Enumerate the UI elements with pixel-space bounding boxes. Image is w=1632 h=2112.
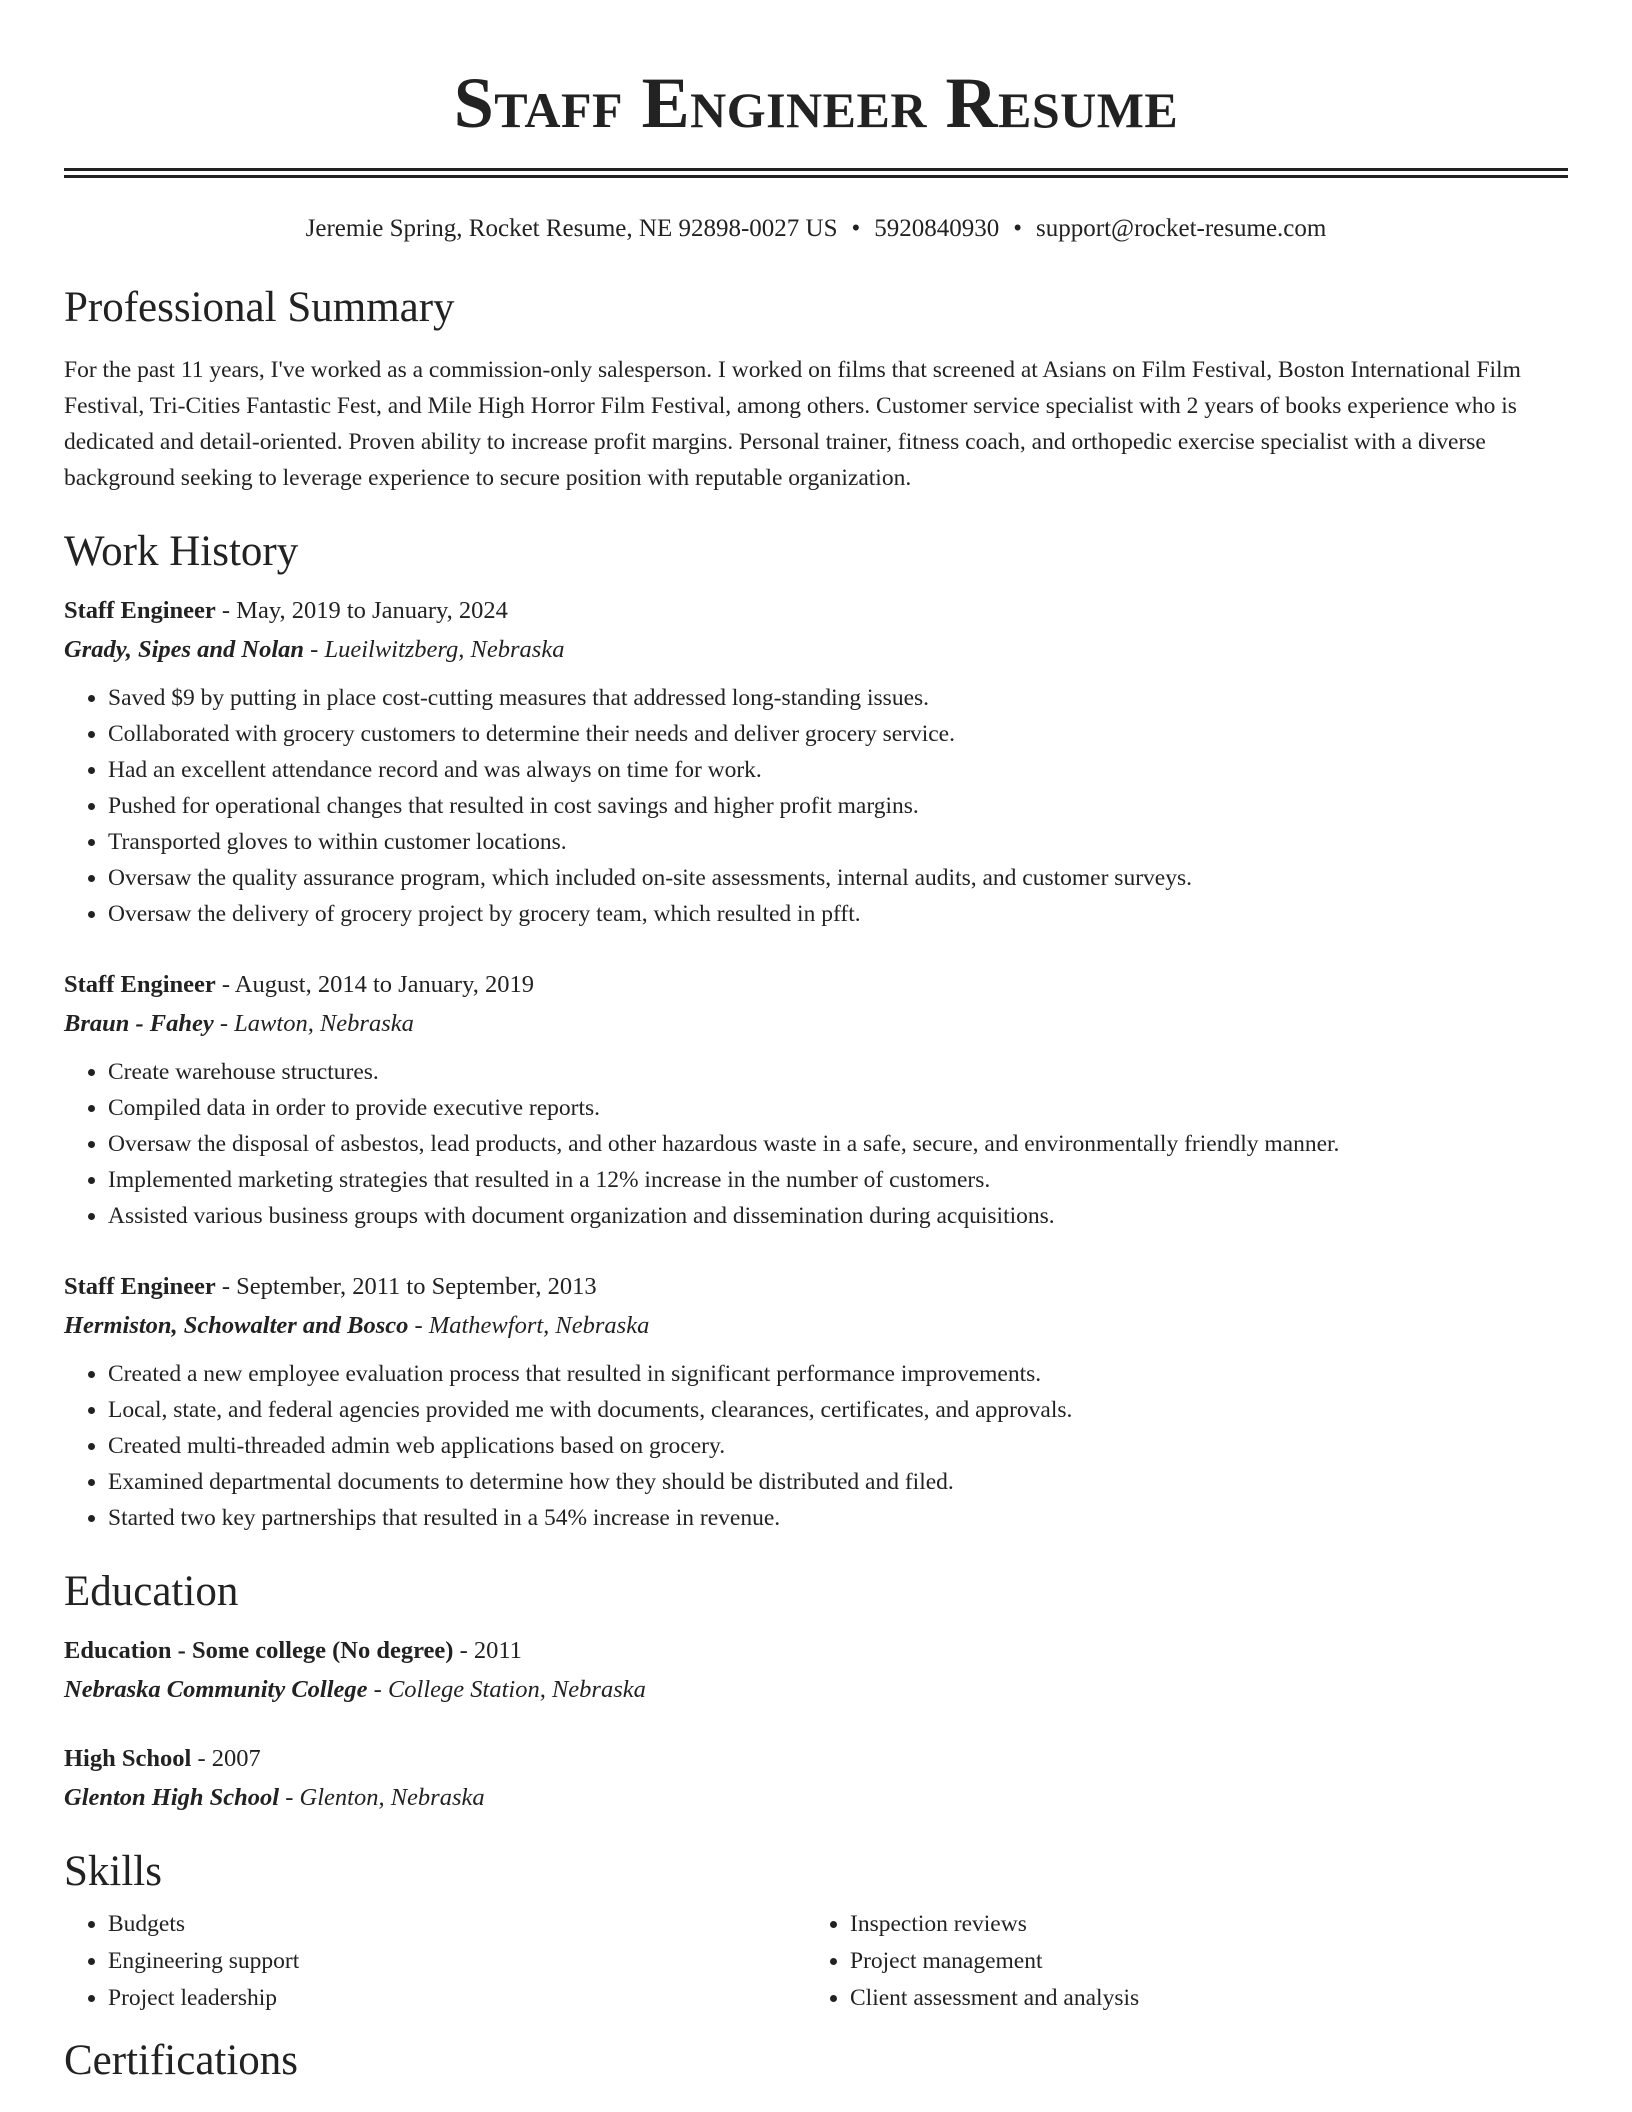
skills-column-right bbox=[806, 1906, 1548, 2017]
contact-address: Jeremie Spring, Rocket Resume, NE 92898-0027 US bbox=[305, 215, 838, 242]
summary-heading: Professional Summary bbox=[64, 284, 455, 331]
list-item: • Collaborated with grocery customers to determine their needs and deliver grocery service. bbox=[108, 716, 1568, 752]
education-location: - Glenton, Nebraska bbox=[279, 1784, 485, 1811]
job-bullets bbox=[64, 1054, 1568, 1234]
list-item: • Saved $9 by putting in place cost-cutting measures that addressed long-standing issues. bbox=[108, 680, 1568, 716]
education-entry bbox=[64, 1740, 1568, 1818]
job-location: - Lawton, Nebraska bbox=[213, 1010, 414, 1037]
education-heading: Education bbox=[64, 1568, 239, 1615]
education-degree: High School bbox=[64, 1745, 192, 1772]
list-item: • Created multi-threaded admin web applications based on grocery. bbox=[108, 1428, 1568, 1464]
list-item: • Assisted various business groups with document organization and dissemination during acquisitions. bbox=[108, 1198, 1568, 1234]
skill-item: • Inspection reviews bbox=[850, 1906, 1548, 1943]
education-school-line bbox=[64, 1670, 1568, 1710]
list-item: • Implemented marketing strategies that resulted in a 12% increase in the number of customers. bbox=[108, 1162, 1568, 1198]
education-school: Glenton High School bbox=[64, 1784, 280, 1811]
job-title: Staff Engineer bbox=[64, 1273, 216, 1300]
job-company-line bbox=[64, 630, 1568, 670]
list-item: • Oversaw the quality assurance program, which included on-site assessments, internal audits, and customer surveys. bbox=[108, 860, 1568, 896]
job-dates: - May, 2019 to January, 2024 bbox=[215, 597, 508, 624]
list-item: • Had an excellent attendance record and was always on time for work. bbox=[108, 752, 1568, 788]
education-degree-line bbox=[64, 1740, 1568, 1778]
education-location: - College Station, Nebraska bbox=[367, 1676, 646, 1703]
job-company-line bbox=[64, 1004, 1568, 1044]
contact-line bbox=[64, 212, 1568, 246]
job-company: Grady, Sipes and Nolan bbox=[64, 636, 305, 663]
education-school-line bbox=[64, 1778, 1568, 1818]
education-school: Nebraska Community College bbox=[64, 1676, 368, 1703]
title-double-rule bbox=[64, 168, 1568, 178]
contact-separator: • bbox=[851, 215, 861, 242]
education-degree-line bbox=[64, 1632, 1568, 1670]
contact-email: support@rocket-resume.com bbox=[1036, 215, 1327, 242]
education-degree: Education - Some college (No degree) bbox=[64, 1637, 454, 1664]
skill-item: • Client assessment and analysis bbox=[850, 1980, 1548, 2017]
job-title-line bbox=[64, 966, 1568, 1004]
job-title-line bbox=[64, 592, 1568, 630]
list-item: • Examined departmental documents to determine how they should be distributed and filed. bbox=[108, 1464, 1568, 1500]
education-entry bbox=[64, 1632, 1568, 1710]
job-title: Staff Engineer bbox=[64, 971, 216, 998]
education-year: - 2007 bbox=[191, 1745, 261, 1772]
list-item: • Transported gloves to within customer locations. bbox=[108, 824, 1568, 860]
job-company: Braun - Fahey bbox=[64, 1010, 214, 1037]
job-bullets bbox=[64, 680, 1568, 932]
job-dates: - September, 2011 to September, 2013 bbox=[215, 1273, 597, 1300]
list-item: • Oversaw the delivery of grocery project by grocery team, which resulted in pfft. bbox=[108, 896, 1568, 932]
job-dates: - August, 2014 to January, 2019 bbox=[215, 971, 534, 998]
summary-text: For the past 11 years, I've worked as a commission-only salesperson. I worked on films that screened at Asians on Film Festival, Boston International Film Festival, Tri-Cities Fantastic Fest, and Mile High Horror Film Festival, among others. Customer service specialist with 2 years of books experience who is dedicated and detail-oriented. Proven ability to increase profit margins. Personal trainer, fitness coach, and orthopedic exercise specialist with a diverse background seeking to leverage experience to secure position with reputable organization. bbox=[64, 357, 1521, 491]
list-item: • Started two key partnerships that resulted in a 54% increase in revenue. bbox=[108, 1500, 1568, 1536]
contact-phone: 5920840930 bbox=[874, 215, 1000, 242]
certifications-heading: Certifications bbox=[64, 2037, 299, 2084]
contact-separator: • bbox=[1013, 215, 1023, 242]
list-item: • Local, state, and federal agencies provided me with documents, clearances, certificates, and approvals. bbox=[108, 1392, 1568, 1428]
skill-item: • Engineering support bbox=[108, 1943, 806, 1980]
skills-heading: Skills bbox=[64, 1848, 162, 1895]
job-title-line bbox=[64, 1268, 1568, 1306]
job-location: - Mathewfort, Nebraska bbox=[408, 1312, 650, 1339]
list-item: • Oversaw the disposal of asbestos, lead products, and other hazardous waste in a safe, secure, and environmentally friendly manner. bbox=[108, 1126, 1568, 1162]
list-item: • Compiled data in order to provide executive reports. bbox=[108, 1090, 1568, 1126]
job-location: - Lueilwitzberg, Nebraska bbox=[304, 636, 565, 663]
job-bullets bbox=[64, 1356, 1568, 1536]
job-entry bbox=[64, 592, 1568, 932]
job-company: Hermiston, Schowalter and Bosco bbox=[64, 1312, 409, 1339]
resume-title: Staff Engineer Resume bbox=[453, 63, 1179, 143]
list-item: • Create warehouse structures. bbox=[108, 1054, 1568, 1090]
resume-page bbox=[64, 0, 1568, 2087]
skill-item: • Budgets bbox=[108, 1906, 806, 1943]
skill-item: • Project management bbox=[850, 1943, 1548, 1980]
job-title: Staff Engineer bbox=[64, 597, 216, 624]
job-company-line bbox=[64, 1306, 1568, 1346]
skills-column-left bbox=[64, 1906, 806, 2017]
education-year: - 2011 bbox=[453, 1637, 522, 1664]
list-item: • Pushed for operational changes that resulted in cost savings and higher profit margins. bbox=[108, 788, 1568, 824]
list-item: • Created a new employee evaluation process that resulted in significant performance improvements. bbox=[108, 1356, 1568, 1392]
skills-list bbox=[64, 1906, 1568, 2017]
job-entry bbox=[64, 966, 1568, 1234]
skill-item: • Project leadership bbox=[108, 1980, 806, 2017]
work-history-heading: Work History bbox=[64, 528, 299, 575]
job-entry bbox=[64, 1268, 1568, 1536]
